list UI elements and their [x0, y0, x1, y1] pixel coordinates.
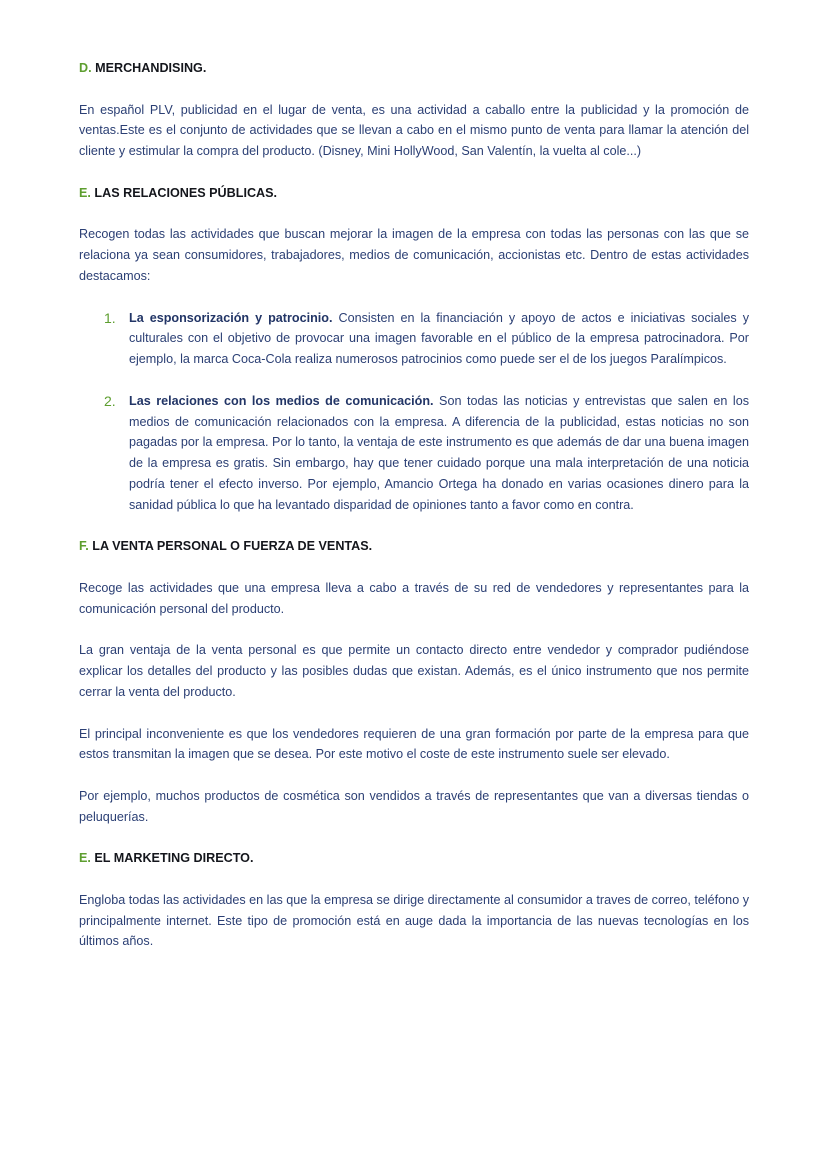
numbered-list [79, 308, 749, 516]
list-number: 1. [104, 309, 116, 326]
section-title: EL MARKETING DIRECTO. [94, 851, 254, 866]
paragraph-venta-personal-1: Recoge las actividades que una empresa lleva a cabo a través de su red de vendedores y representantes para la comunicación personal del producto. [79, 580, 749, 616]
document-page [79, 58, 749, 952]
paragraph-venta-personal-3: El principal inconveniente es que los vendedores requieren de una gran formación por parte de la empresa para que estos transmitan la imagen que se desea. Por este motivo el coste de este instrumento suele ser elevado. [79, 726, 749, 762]
list-item [79, 308, 749, 370]
section-heading-merchandising [79, 58, 749, 79]
paragraph-venta-personal-4: Por ejemplo, muchos productos de cosmética son vendidos a través de representantes que van a diversas tiendas o peluquerías. [79, 788, 749, 824]
section-heading-venta-personal [79, 536, 749, 557]
paragraph-venta-personal-2: La gran ventaja de la venta personal es que permite un contacto directo entre vendedor y comprador pudiéndose explicar los detalles del producto y las posibles dudas que existan. Además, es el único instrumento que nos permite cerrar la venta del producto. [79, 643, 749, 699]
list-number: 2. [104, 392, 116, 409]
paragraph-relaciones-publicas: Recogen todas las actividades que buscan mejorar la imagen de la empresa con todas las personas con las que se relaciona ya sean consumidores, trabajadores, medios de comunicación, accionistas etc. Dentro de estas actividades destacamos: [79, 227, 749, 283]
list-item-text: Consisten en la financiación y apoyo de actos e iniciativas sociales y culturales con el objetivo de provocar una imagen favorable en el público de la empresa patrocinadora. Por ejemplo, la marca Coca-Cola realiza numerosos patrocinios como puede ser el de los juegos Paralímpicos. [129, 310, 749, 367]
section-title: MERCHANDISING. [95, 61, 207, 75]
list-item [79, 391, 749, 516]
section-letter: F. [79, 539, 89, 554]
list-item-text: Son todas las noticias y entrevistas que salen en los medios de comunicación relacionados con la empresa. A diferencia de la publicidad, estas noticias no son pagadas por la empresa. Por lo tanto, la ventaja de este instrumento es que además de dar una buena imagen de la empresa es gratis. Sin embargo, hay que tener cuidado porque una mala interpretación de una noticia podría tener el efecto inverso. Por ejemplo, Amancio Ortega ha donado en varias ocasiones dinero para la sanidad pública lo que ha levantado disparidad de opiniones tanto a favor como en contra. [129, 393, 749, 512]
section-title: LA VENTA PERSONAL O FUERZA DE VENTAS. [92, 539, 373, 554]
paragraph-marketing-directo: Engloba todas las actividades en las que la empresa se dirige directamente al consumidor a traves de correo, teléfono y principalmente internet. Este tipo de promoción está en auge dada la importancia de las nuevas tecnologías en los últimos años. [79, 892, 749, 949]
section-title: LAS RELACIONES PÚBLICAS. [94, 185, 278, 200]
section-letter: E. [79, 851, 91, 866]
paragraph-merchandising: En español PLV, publicidad en el lugar de venta, es una actividad a caballo entre la publicidad y la promoción de ventas.Este es el conjunto de actividades que se llevan a cabo en el mismo punto de venta para llamar la atención del cliente y estimular la compra del producto. (Disney, Mini HollyWood, San Valentín, la vuelta al cole...) [79, 102, 749, 159]
section-letter: E. [79, 185, 91, 200]
section-heading-relaciones-publicas [79, 183, 749, 204]
list-item-lead: Las relaciones con los medios de comunicación. [129, 393, 434, 408]
section-heading-marketing-directo [79, 848, 749, 869]
list-item-lead: La esponsorización y patrocinio. [129, 310, 333, 325]
section-letter: D. [79, 61, 92, 75]
